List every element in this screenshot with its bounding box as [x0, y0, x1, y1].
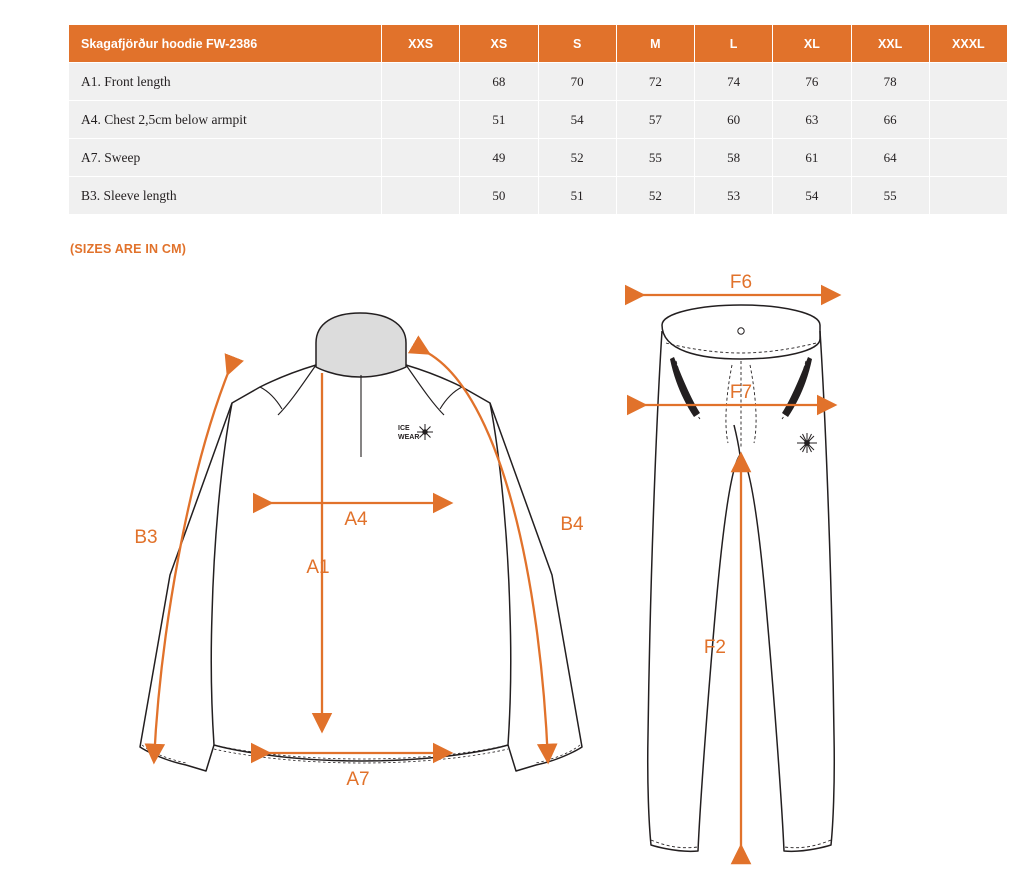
measurement-value: 57 [616, 101, 694, 139]
measurement-label: A4. Chest 2,5cm below armpit [69, 101, 382, 139]
measurement-value [382, 63, 460, 101]
measurement-value: 53 [695, 177, 773, 215]
brand-logo-line2: WEAR [398, 434, 420, 441]
column-header-s: S [538, 25, 616, 63]
measurement-value: 50 [460, 177, 538, 215]
table-row [69, 63, 1008, 101]
measurement-value: 52 [616, 177, 694, 215]
dimension-label-a1: A1 [306, 557, 330, 578]
measurement-value: 72 [616, 63, 694, 101]
brand-logo-icon [398, 424, 433, 441]
measurement-value: 70 [538, 63, 616, 101]
measurement-value: 63 [773, 101, 851, 139]
product-title-header: Skagafjörður hoodie FW-2386 [69, 25, 382, 63]
measurement-label: B3. Sleeve length [69, 177, 382, 215]
measurement-value: 49 [460, 139, 538, 177]
measurement-value [929, 139, 1007, 177]
brand-logo-line1: ICE [398, 425, 410, 432]
dimension-label-f7: F7 [729, 382, 753, 403]
size-chart-table [68, 24, 1008, 215]
measurement-value: 54 [773, 177, 851, 215]
measurement-value: 66 [851, 101, 929, 139]
pants-diagram [620, 265, 900, 880]
measurement-value [929, 63, 1007, 101]
measurement-value [929, 177, 1007, 215]
column-header-xs: XS [460, 25, 538, 63]
measurement-value: 68 [460, 63, 538, 101]
dimension-label-a4: A4 [344, 509, 368, 530]
dimension-label-a7: A7 [346, 769, 370, 790]
measurement-value [382, 101, 460, 139]
table-header-row [69, 25, 1008, 63]
table-row [69, 101, 1008, 139]
measurement-value: 60 [695, 101, 773, 139]
column-header-xxl: XXL [851, 25, 929, 63]
table-row [69, 177, 1008, 215]
measurement-value: 55 [616, 139, 694, 177]
measurement-value: 58 [695, 139, 773, 177]
units-note: (SIZES ARE IN CM) [70, 242, 187, 256]
column-header-xl: XL [773, 25, 851, 63]
measurement-value: 51 [460, 101, 538, 139]
measurement-value: 51 [538, 177, 616, 215]
measurement-value [382, 139, 460, 177]
measurement-value: 61 [773, 139, 851, 177]
measurement-label: A7. Sweep [69, 139, 382, 177]
column-header-m: M [616, 25, 694, 63]
measurement-value [382, 177, 460, 215]
measurement-value: 78 [851, 63, 929, 101]
measurement-value: 64 [851, 139, 929, 177]
measurement-value: 54 [538, 101, 616, 139]
dimension-label-f2: F2 [703, 637, 726, 658]
dimension-label-b4: B4 [560, 514, 584, 535]
measurement-value: 74 [695, 63, 773, 101]
dimension-label-f6: F6 [729, 272, 753, 293]
measurement-value: 52 [538, 139, 616, 177]
measurement-label: A1. Front length [69, 63, 382, 101]
brand-logo-icon [797, 433, 817, 453]
measurement-value: 76 [773, 63, 851, 101]
column-header-xxxl: XXXL [929, 25, 1007, 63]
column-header-xxs: XXS [382, 25, 460, 63]
measurement-value [929, 101, 1007, 139]
column-header-l: L [695, 25, 773, 63]
table-row [69, 139, 1008, 177]
hoodie-diagram [110, 275, 630, 820]
dimension-label-b3: B3 [134, 527, 158, 548]
measurement-value: 55 [851, 177, 929, 215]
